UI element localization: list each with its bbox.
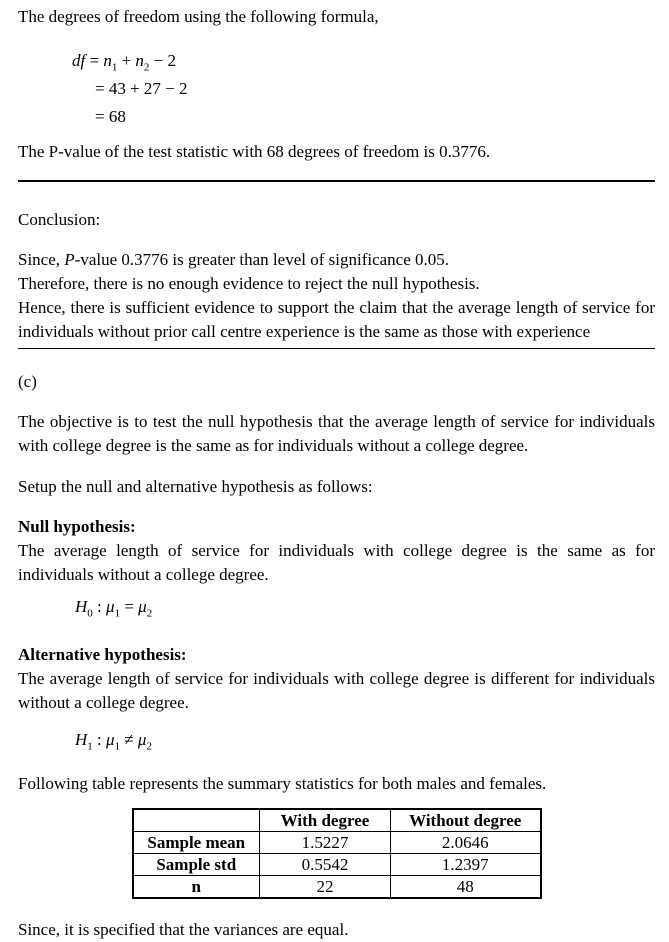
row-label-sample-std: Sample std	[133, 854, 260, 876]
table-row-sample-mean	[133, 832, 541, 854]
df-formula-line-1: df = $n_1 + n_2 - 2$	[72, 51, 177, 74]
table-header-with-degree: With degree	[260, 809, 391, 832]
null-hypothesis-heading: Null hypothesis:	[18, 517, 136, 536]
part-c-label: (c)	[18, 372, 37, 391]
cell-n-with-degree: 22	[260, 876, 391, 899]
solution-document	[18, 5, 655, 942]
cell-sample-mean-without-degree: 2.0646	[391, 832, 541, 854]
section-divider-part-c	[18, 348, 655, 349]
table-header-without-degree: Without degree	[391, 809, 541, 832]
conclusion-heading: Conclusion:	[18, 210, 101, 229]
intro-text: The degrees of freedom using the following formula,	[18, 7, 379, 26]
table-row-n	[133, 876, 541, 899]
conclusion-line-since: Since, P-value 0.3776 is greater than level of significance 0.05.	[18, 250, 450, 269]
closing-text: Since, it is specified that the variances are equal.	[18, 920, 349, 939]
pvalue-text: The P-value of the test statistic with 68 degrees of freedom is 0.3776.	[18, 142, 491, 161]
setup-text: Setup the null and alternative hypothesis as follows:	[18, 477, 373, 496]
cell-sample-std-without-degree: 1.2397	[391, 854, 541, 876]
cell-sample-std-with-degree: 0.5542	[260, 854, 391, 876]
section-divider-top	[18, 180, 655, 182]
summary-statistics-table	[132, 808, 542, 899]
df-formula-block	[72, 47, 655, 131]
row-label-n: n	[133, 876, 260, 899]
null-hypothesis-body: The average length of service for individuals with college degree is the same as for individuals without a college degree.	[18, 541, 655, 584]
objective-text: The objective is to test the null hypothesis that the average length of service for individuals with college degree is the same as for individuals without a college degree.	[18, 412, 655, 455]
row-label-sample-mean: Sample mean	[133, 832, 260, 854]
table-header-row	[133, 809, 541, 832]
df-formula-line-2: = 43 + 27 − 2	[95, 79, 188, 98]
table-header-empty	[133, 809, 260, 832]
conclusion-line-hence: Hence, there is sufficient evidence to support the claim that the average length of service for individuals without prior call centre experience is the same as those with experience	[18, 298, 655, 341]
cell-sample-mean-with-degree: 1.5227	[260, 832, 391, 854]
alt-hypothesis-formula: $H_1$ : $\mu_1 \ne \mu_2$	[75, 730, 152, 753]
alt-hypothesis-heading: Alternative hypothesis:	[18, 645, 187, 664]
null-hypothesis-formula: $H_0$ : $\mu_1 = \mu_2$	[75, 597, 153, 620]
df-formula-line-3: = 68	[95, 107, 126, 126]
conclusion-line-therefore: Therefore, there is no enough evidence to reject the null hypothesis.	[18, 274, 480, 293]
table-intro-text: Following table represents the summary statistics for both males and females.	[18, 774, 547, 793]
alt-hypothesis-body: The average length of service for individuals with college degree is different for individuals without a college degree.	[18, 669, 655, 712]
cell-n-without-degree: 48	[391, 876, 541, 899]
table-row-sample-std	[133, 854, 541, 876]
